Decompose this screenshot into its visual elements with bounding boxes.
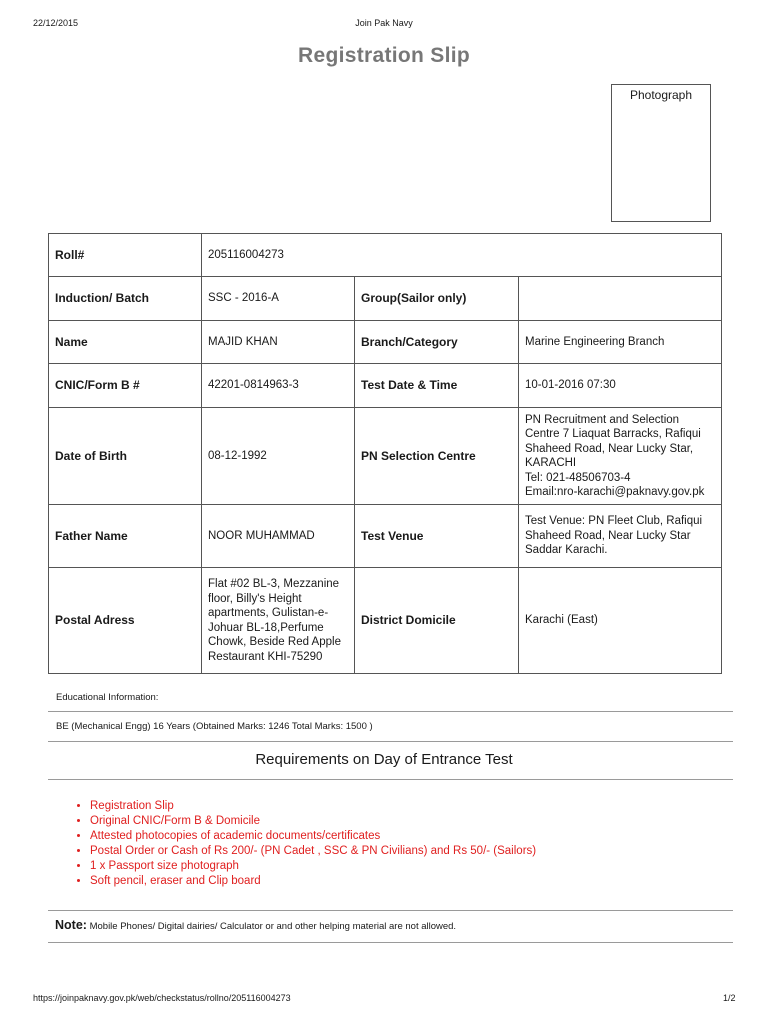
table-row — [49, 321, 722, 364]
father-name-value: NOOR MUHAMMAD — [202, 505, 355, 568]
test-date-value: 10-01-2016 07:30 — [519, 364, 722, 408]
venue-line: Test Venue: PN Fleet Club, Rafiqui — [525, 515, 703, 528]
address-line: Restaurant KHI-75290 — [208, 650, 323, 663]
divider — [48, 942, 733, 943]
name-label: Name — [49, 321, 202, 364]
address-line: Johuar BL-18,Perfume — [208, 621, 324, 634]
district-domicile-label: District Domicile — [355, 568, 519, 674]
divider — [48, 741, 733, 742]
table-row — [49, 568, 722, 674]
centre-line: PN Recruitment and Selection — [525, 413, 680, 426]
slip-title: Registration Slip — [298, 44, 470, 67]
list-item: • Registration Slip — [90, 799, 536, 814]
induction-label: Induction/ Batch — [49, 277, 202, 321]
photograph-box — [611, 84, 711, 222]
divider — [48, 711, 733, 712]
postal-address-label: Postal Adress — [49, 568, 202, 674]
education-value: BE (Mechanical Engg) 16 Years (Obtained Marks: 1246 Total Marks: 1500 ) — [56, 721, 373, 732]
address-line: Flat #02 BL-3, Mezzanine — [208, 578, 340, 590]
group-value — [519, 277, 722, 321]
branch-value: Marine Engineering Branch — [519, 321, 722, 364]
test-date-label: Test Date & Time — [355, 364, 519, 408]
branch-label: Branch/Category — [355, 321, 519, 364]
roll-value: 205116004273 — [202, 234, 722, 277]
selection-centre-label: PN Selection Centre — [355, 408, 519, 505]
cnic-label: CNIC/Form B # — [49, 364, 202, 408]
group-label: Group(Sailor only) — [355, 277, 519, 321]
address-line: Chowk, Beside Red Apple — [208, 636, 341, 648]
requirements-title: Requirements on Day of Entrance Test — [255, 751, 513, 768]
education-label: Educational Information: — [56, 692, 159, 703]
list-item: • Attested photocopies of academic documents/certificates — [90, 829, 536, 844]
registration-table — [48, 233, 722, 674]
divider — [48, 779, 733, 780]
photograph-label: Photograph — [629, 88, 693, 102]
table-row — [49, 277, 722, 321]
address-line: apartments, Gulistan-e- — [208, 607, 329, 619]
list-item: • Soft pencil, eraser and Clip board — [90, 874, 536, 889]
cnic-value: 42201-0814963-3 — [202, 364, 355, 408]
note-text: Mobile Phones/ Digital dairies/ Calculator or and other helping material are not allowed. — [89, 921, 457, 932]
name-value: MAJID KHAN — [202, 321, 355, 364]
test-venue-label: Test Venue — [355, 505, 519, 568]
father-name-label: Father Name — [49, 505, 202, 568]
dob-label: Date of Birth — [49, 408, 202, 505]
table-row — [49, 364, 722, 408]
test-venue-value — [519, 505, 722, 568]
induction-value: SSC - 2016-A — [202, 277, 355, 321]
postal-address-value — [202, 568, 355, 674]
note — [55, 918, 456, 932]
list-item: • Original CNIC/Form B & Domicile — [90, 814, 536, 829]
footer-url: https://joinpaknavy.gov.pk/web/checkstatus/rollno/205116004273 — [33, 993, 291, 1003]
selection-centre-value — [519, 408, 722, 505]
divider — [48, 910, 733, 911]
page-number: 1/2 — [723, 993, 736, 1003]
centre-line: Email:nro-karachi@paknavy.gov.pk — [525, 486, 705, 498]
print-page-title: Join Pak Navy — [355, 18, 413, 28]
print-date: 22/12/2015 — [33, 18, 79, 28]
table-row — [49, 408, 722, 505]
centre-line: Centre 7 Liaquat Barracks, Rafiqui — [525, 428, 701, 440]
table-row — [49, 505, 722, 568]
table-row — [49, 234, 722, 277]
centre-line: Tel: 021-48506703-4 — [525, 471, 631, 484]
list-item: • 1 x Passport size photograph — [90, 859, 536, 874]
note-label: Note: — [55, 918, 87, 932]
roll-label: Roll# — [49, 234, 202, 277]
dob-value: 08-12-1992 — [202, 408, 355, 505]
venue-line: Shaheed Road, Near Lucky Star — [525, 529, 691, 542]
district-domicile-value: Karachi (East) — [519, 568, 722, 674]
centre-line: KARACHI — [525, 457, 577, 469]
list-item: • Postal Order or Cash of Rs 200/- (PN Cadet , SSC & PN Civilians) and Rs 50/- (Sailors) — [90, 844, 536, 859]
venue-line: Saddar Karachi. — [525, 544, 608, 557]
address-line: floor, Billy's Height — [208, 592, 302, 605]
requirements-list — [56, 799, 536, 889]
centre-line: Shaheed Road, Near Lucky Star, — [525, 442, 694, 455]
